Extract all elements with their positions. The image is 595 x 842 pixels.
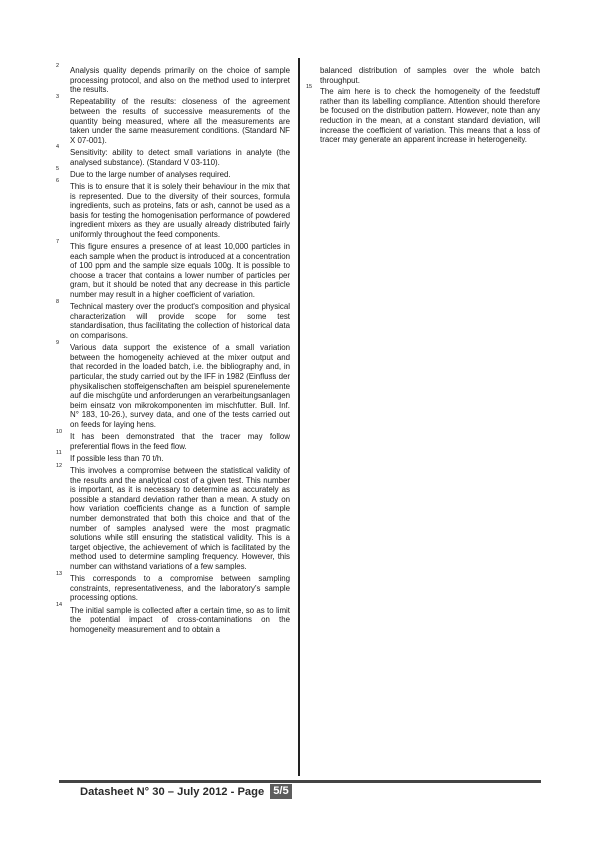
footnote-number: 8 [56,298,60,305]
footnote-text: This involves a compromise between the statistical validity of the results and the analytical cost of a given test. This number is important, as it is necessary to determine as accurately as possible a standard deviation rather than a mean. A study on how variation coefficients change as a function of sample number demonstrated that both this choice and that of the number of samples analysed were the most pragmatic solutions while still ensuring the statistical validity. This is a target objective, the achievement of which is facilitated by the method used to determine sampling frequency. However, this number can withstand variations of a few samples. [70,466,290,572]
footnote [56,462,290,572]
footer-title: Datasheet N° 30 – July 2012 - Page [80,785,265,798]
footnote [56,298,290,340]
footnote-text: Various data support the existence of a small variation between the homogeneity achieved at the mixer output and that recorded in the loaded batch, i.e. the bibliography and, in particular, the study carried out by the IFF in 1982 (Einfluss der physikalischen stoffeigenschaften am beispiel spurenelemente auf die mischgüte und anforderungen an verarbeitungsanlagen beim einsatz von mikrokomponenten im mischfutter. Bull. Inf. N° 183, 10-26.), survey data, and one of the tests carried out on feeds for laying hens. [70,343,290,429]
footnote-text: Due to the large number of analyses required. [70,169,231,179]
footnote [56,428,290,451]
footnote-number: 14 [56,602,63,609]
page-footer [80,784,292,799]
footnote-text: This figure ensures a presence of at least 10,000 particles in each sample when the product is introduced at a concentration of 100 ppm and the sample size equals 100g. It is possible to choose a tracer that contains a lower number of particles per gram, but it should be noted that any decrease in this particle number may result in a higher coefficient of variation. [70,242,290,300]
footnote [56,62,290,95]
footnote-text: The initial sample is collected after a certain time, so as to limit the potential impact of cross-contaminations on the homogeneity measurement and to obtain a [70,605,290,634]
page-number-badge: 5/5 [270,784,292,799]
footnote-text: Sensitivity: ability to detect small variations in analyte (the analysed substance). (Standard V 03-110). [70,147,290,167]
footnote-number: 6 [56,178,60,185]
footnote-number: 11 [56,450,62,457]
footnote-number: 3 [56,93,60,100]
footnote-number: 5 [56,166,60,173]
footer-divider [59,780,541,783]
footnote [56,144,290,167]
footnote-number: 4 [56,144,60,151]
footnote [56,570,290,603]
footnotes-left-column [56,62,290,637]
footnote [56,93,290,145]
footnote-text: Analysis quality depends primarily on the choice of sample processing protocol, and also on the method used to interpret the results. [70,66,290,95]
footnote-text: If possible less than 70 t/h. [70,453,164,463]
footnote-text: It has been demonstrated that the tracer may follow preferential flows in the feed flow. [70,432,290,451]
column-divider [298,58,300,776]
footnote-continuation: balanced distribution of samples over the whole batch throughput. [320,66,540,85]
footnote [56,238,290,300]
footnote-text: Technical mastery over the product's composition and physical characterization will provide scope for some test standardisation, thus facilitating the collection of historical data on comparisons. [70,302,290,340]
footnotes-right-column [306,66,540,147]
footnote [56,450,290,464]
footnote-text: Repeatability of the results: closeness of the agreement between the results of successive measurements of the quantity being measured, where all the measurements are taken under the same measurement conditions. (Standard NF X 07-001). [70,97,290,145]
footnote-text: This corresponds to a compromise between sampling constraints, representativeness, and the laboratory's sample processing options. [70,574,290,603]
footnote [56,602,290,635]
footnote-number: 12 [56,462,63,469]
footnote-text: This is to ensure that it is solely their behaviour in the mix that is represented. Due to the diversity of their sources, formula ingredients, such as proteins, fats or ash, cannot be used as a basis for testing the homogenisation performance of powdered ingredient mixers as they are usually already distributed fairly uniformly throughout the feed components. [70,181,290,239]
footnote-number: 10 [56,428,63,435]
footnote-number: 2 [56,62,60,69]
footnote-number: 13 [56,570,63,577]
footnote [56,178,290,240]
footnote [56,339,290,429]
footnote-number: 9 [56,339,60,346]
footnote [306,83,540,145]
footnote [56,166,290,180]
footnote-text: The aim here is to check the homogeneity of the feedstuff rather than its labelling compliance. Attention should therefore be focused on the distribution pattern. However, note than any reduction in the mean, at a constant standard deviation, will increase the coefficient of variation. This means that a loss of tracer may generate an apparent increase in heterogeneity. [320,87,540,145]
footnote-number: 15 [306,83,313,90]
footnote-number: 7 [56,238,60,245]
